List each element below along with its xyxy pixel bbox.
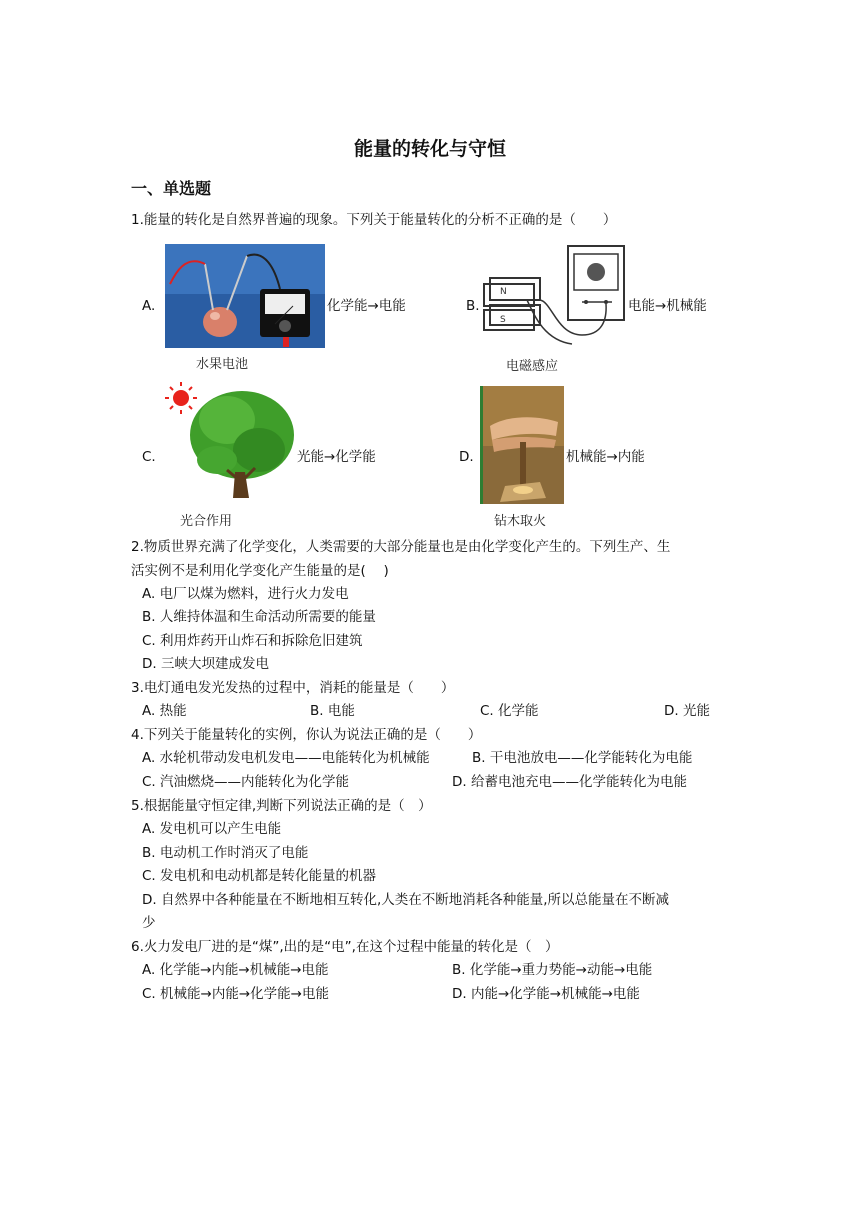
q6-option-a: A. 化学能→内能→机械能→电能 (142, 962, 329, 978)
drill-wood-fire-caption: 钻木取火 (494, 514, 547, 529)
q4-option-b: B. 干电池放电——化学能转化为电能 (472, 750, 693, 766)
photosynthesis-image (157, 380, 297, 502)
q3-stem: 3.电灯通电发光发热的过程中，消耗的能量是（ ） (131, 680, 455, 696)
electromagnetic-induction-caption: 电磁感应 (506, 359, 559, 374)
q5-option-a: A. 发电机可以产生电能 (142, 821, 282, 837)
q1-option-d-text: 机械能→内能 (566, 449, 645, 465)
fruit-battery-caption: 水果电池 (196, 357, 249, 372)
q4-option-c: C. 汽油燃烧——内能转化为化学能 (142, 774, 350, 790)
q2-option-a: A. 电厂以煤为燃料，进行火力发电 (142, 586, 349, 602)
q1-stem: 1.能量的转化是自然界普遍的现象。下列关于能量转化的分析不正确的是（ ） (131, 212, 617, 228)
q1-option-a-text: 化学能→电能 (327, 298, 406, 314)
q1-option-c-text: 光能→化学能 (297, 449, 376, 465)
q2-option-b: B. 人维持体温和生命活动所需要的能量 (142, 609, 376, 625)
svg-text:N: N (500, 287, 507, 297)
electromagnetic-induction-image (482, 240, 626, 350)
q5-option-c: C. 发电机和电动机都是转化能量的机器 (142, 868, 377, 884)
q6-option-c: C. 机械能→内能→化学能→电能 (142, 986, 329, 1002)
q5-option-b: B. 电动机工作时消灭了电能 (142, 845, 309, 861)
q6-option-d: D. 内能→化学能→机械能→电能 (452, 986, 640, 1002)
q4-option-a: A. 水轮机带动发电机发电——电能转化为机械能 (142, 750, 430, 766)
q4-stem: 4.下列关于能量转化的实例，你认为说法正确的是（ ） (131, 727, 482, 743)
q3-option-a: A. 热能 (142, 703, 187, 719)
q5-option-d-continued: 少 (142, 915, 156, 931)
page-title: 能量的转化与守恒 (353, 138, 506, 160)
q2-stem-line1: 2.物质世界充满了化学变化，人类需要的大部分能量也是由化学变化产生的。下列生产、生 (131, 539, 671, 555)
q1-option-b-text: 电能→机械能 (628, 298, 707, 314)
q3-option-c: C. 化学能 (480, 703, 539, 719)
q1-option-a-letter: A. (142, 298, 156, 314)
fruit-battery-image (165, 244, 325, 348)
q5-option-d: D. 自然界中各种能量在不断地相互转化,人类在不断地消耗各种能量,所以总能量在不断减 (142, 892, 670, 908)
q3-option-d: D. 光能 (664, 703, 710, 719)
svg-text:S: S (500, 315, 506, 325)
q6-stem: 6.火力发电厂进的是“煤”,出的是“电”,在这个过程中能量的转化是（ ） (131, 939, 559, 955)
q4-option-d: D. 给蓄电池充电——化学能转化为电能 (452, 774, 687, 790)
q3-option-b: B. 电能 (310, 703, 355, 719)
q2-stem-line2: 活实例不是利用化学变化产生能量的是( ) (131, 563, 389, 579)
q2-option-d: D. 三峡大坝建成发电 (142, 656, 269, 672)
q5-stem: 5.根据能量守恒定律,判断下列说法正确的是（ ） (131, 798, 432, 814)
q1-option-d-letter: D. (459, 449, 474, 465)
photosynthesis-caption: 光合作用 (180, 514, 233, 529)
q6-option-b: B. 化学能→重力势能→动能→电能 (452, 962, 653, 978)
q1-option-b-letter: B. (466, 298, 480, 314)
drill-wood-fire-image (480, 386, 564, 504)
q1-option-c-letter: C. (142, 449, 156, 465)
q2-option-c: C. 利用炸药开山炸石和拆除危旧建筑 (142, 633, 363, 649)
section-heading: 一、单选题 (131, 179, 212, 198)
